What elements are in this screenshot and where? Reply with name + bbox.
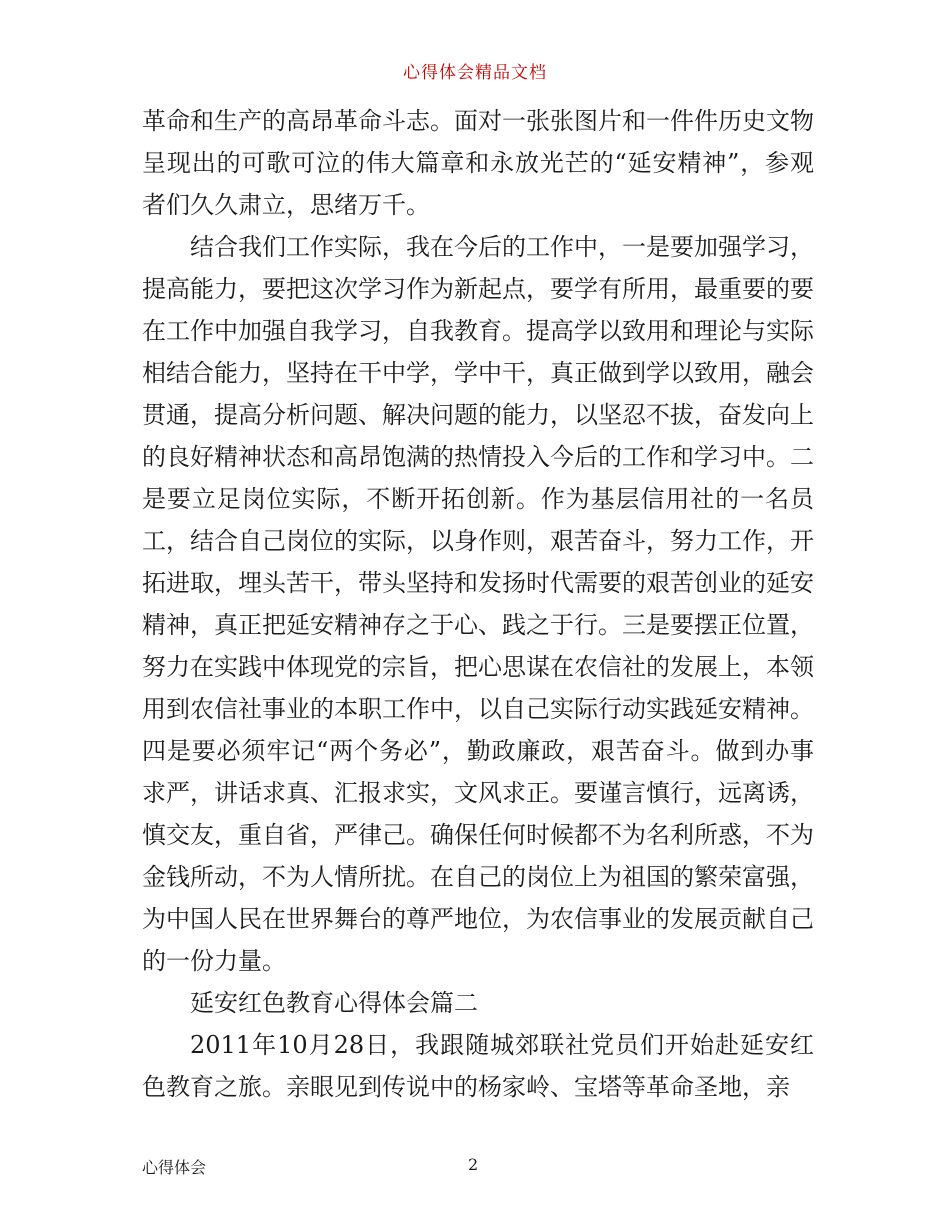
section-heading: 延安红色教育心得体会篇二 bbox=[190, 989, 478, 1017]
page-header-title: 心得体会精品文档 bbox=[403, 63, 547, 83]
document-body bbox=[142, 100, 814, 1108]
paragraph-trip-intro: 2011年10月28日，我跟随城郊联社党员们开始赴延安红色教育之旅。亲眼见到传说中的杨家岭、宝塔等革命圣地，亲 bbox=[142, 1031, 814, 1101]
paragraph-work-practice: 结合我们工作实际，我在今后的工作中，一是要加强学习，提高能力，要把这次学习作为新起点，要学有所用，最重要的要在工作中加强自我学习，自我教育。提高学以致用和理论与实际相结合能力，坚持在干中学，学中干，真正做到学以致用，融会贯通，提高分析问题、解决问题的能力，以坚忍不拔，奋发向上的良好精神状态和高昂饱满的热情投入今后的工作和学习中。二是要立足岗位实际，不断开拓创新。作为基层信用社的一名员工，结合自己岗位的实际，以身作则，艰苦奋斗，努力工作，开拓进取，埋头苦干，带头坚持和发扬时代需要的艰苦创业的延安精神，真正把延安精神存之于心、践之于行。三是要摆正位置，努力在实践中体现党的宗旨，把心思谋在农信社的发展上，本领用到农信社事业的本职工作中，以自己实际行动实践延安精神。四是要必须牢记“两个务必”，勤政廉政，艰苦奋斗。做到办事求严，讲话求真、汇报求实，文风求正。要谨言慎行，远离诱，慎交友，重自省，严律己。确保任何时候都不为名利所惑，不为金钱所动，不为人情所扰。在自己的岗位上为祖国的繁荣富强，为中国人民在世界舞台的尊严地位，为农信事业的发展贡献自己的一份力量。 bbox=[142, 233, 814, 975]
paragraph-continuation: 革命和生产的高昂革命斗志。面对一张张图片和一件件历史文物呈现出的可歌可泣的伟大篇章和永放光芒的“延安精神”，参观者们久久肃立，思绪万千。 bbox=[142, 107, 814, 219]
page-number: 2 bbox=[468, 1155, 479, 1174]
footer-label: 心得体会 bbox=[142, 1158, 207, 1177]
